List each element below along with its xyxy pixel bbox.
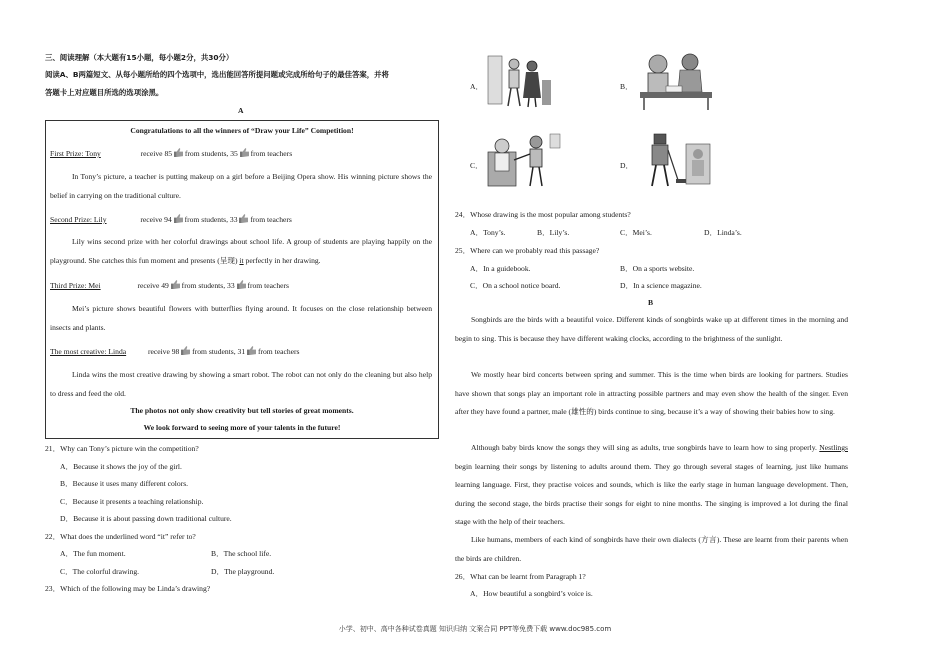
question-25: 25．Where can we probably read this passage? bbox=[455, 246, 600, 255]
page-footer: 小学、初中、高中各种试卷真题 知识归纳 文案合同 PPT等免费下载 www.doc985.com bbox=[338, 625, 612, 633]
option[interactable]: D．Because it is about passing down traditional culture. bbox=[60, 514, 232, 523]
section-instruction-2: 答题卡上对应题目所选的选项涂黑。 bbox=[45, 88, 164, 97]
thumbs-up-icon bbox=[237, 280, 246, 289]
thumbs-up-icon bbox=[174, 214, 183, 223]
underlined-it: it bbox=[239, 255, 244, 265]
closing-line-1: The photos not only show creativity but tell stories of great moments. bbox=[130, 406, 354, 415]
option[interactable]: A．The fun moment. bbox=[60, 549, 126, 558]
passage-a-header: Congratulations to all the winners of “Draw your Life” Competition! bbox=[130, 126, 354, 135]
robot-helping-elderly-picture bbox=[486, 130, 562, 190]
option[interactable]: C．The colorful drawing. bbox=[60, 567, 140, 576]
teacher-count: from students, 33 bbox=[181, 281, 235, 290]
prize-row-1 bbox=[50, 148, 292, 159]
teacher-suffix: from teachers bbox=[250, 149, 293, 158]
option[interactable]: B．Lily’s. bbox=[537, 228, 570, 237]
question-22: 22．What does the underlined word “it” refer to? bbox=[45, 532, 196, 541]
thumbs-up-icon bbox=[171, 280, 180, 289]
student-count: receive 49 bbox=[137, 281, 169, 290]
prize-name: Second Prize: Lily bbox=[50, 215, 107, 224]
option[interactable]: A．In a guidebook. bbox=[470, 264, 531, 273]
teacher-suffix: from teachers bbox=[257, 347, 300, 356]
teacher-count: from students, 35 bbox=[184, 149, 238, 158]
teacher-count: from students, 31 bbox=[192, 347, 246, 356]
thumbs-up-icon bbox=[174, 148, 183, 157]
thumbs-up-icon bbox=[239, 214, 248, 223]
teacher-suffix: from teachers bbox=[247, 281, 289, 290]
robot-cleaning-picture bbox=[636, 130, 712, 190]
prize-name: Third Prize: Mei bbox=[50, 281, 101, 290]
option[interactable]: C．On a school notice board. bbox=[470, 281, 561, 290]
prize-desc-2: Lily wins second prize with her colorful drawings about school life. A group of students are playing happily on the playground. She catches this fun moment and presents (呈现) it perfectly in her drawing. bbox=[50, 237, 432, 265]
thumbs-up-icon bbox=[181, 346, 190, 355]
prize-row-3 bbox=[50, 280, 289, 291]
picture-label-b[interactable]: B． bbox=[620, 82, 633, 91]
student-count: receive 94 bbox=[140, 215, 172, 224]
question-21: 21．Why can Tony’s picture win the competition? bbox=[45, 444, 199, 453]
passage-b-paragraph-4: Like humans, members of each kind of songbirds have their own dialects (方言). These are learnt from their parents when the birds are children. bbox=[455, 535, 848, 563]
passage-b-paragraph-1: Songbirds are the birds with a beautiful voice. Different kinds of songbirds wake up at different times in the morning and begin to sing. This is because they have different waking clocks, according to the brightness of the sunlight. bbox=[455, 315, 848, 343]
passage-b-paragraph-2: We mostly hear bird concerts between spring and summer. This is the time when birds are looking for partners. Studies have shown that songs play an important role in attracting possible partners and may even show the health of the singer. Even after they have found a partner, male (雄性的) birds continue to sing, because it’s a way of showing their babies how to sing. bbox=[455, 370, 848, 416]
picture-label-c[interactable]: C． bbox=[470, 161, 483, 170]
prize-desc-1: In Tony’s picture, a teacher is putting makeup on a girl before a Beijing Opera show. His winning picture shows the belief in carrying on the traditional culture. bbox=[50, 172, 432, 200]
option[interactable]: C．Because it presents a teaching relationship. bbox=[60, 497, 204, 506]
thumbs-up-icon bbox=[247, 346, 256, 355]
teacher-suffix: from teachers bbox=[250, 215, 292, 224]
prize-desc-3: Mei’s picture shows beautiful flowers with butterflies flying around. It focuses on the close relationship between insects and plants. bbox=[50, 304, 432, 332]
option[interactable]: B．Because it uses many different colors. bbox=[60, 479, 189, 488]
prize-desc-4: Linda wins the most creative drawing by showing a smart robot. The robot can not only do the cleaning but also help to dress and feed the old. bbox=[50, 370, 432, 398]
robot-walking-picture bbox=[484, 50, 554, 110]
option[interactable]: D．In a science magazine. bbox=[620, 281, 702, 290]
section-instruction: 阅读A、B两篇短文、从每小题所给的四个选项中，选出能回答所提问题或完成所给句子的最佳答案，并将 bbox=[45, 70, 389, 79]
option[interactable]: D．Linda’s. bbox=[704, 228, 742, 237]
prize-name: First Prize: Tony bbox=[50, 149, 101, 158]
picture-label-d[interactable]: D． bbox=[620, 161, 634, 170]
option[interactable]: C．Mei’s. bbox=[620, 228, 652, 237]
teacher-count: from students, 33 bbox=[184, 215, 238, 224]
option[interactable]: A．Because it shows the joy of the girl. bbox=[60, 462, 182, 471]
option[interactable]: B．On a sports website. bbox=[620, 264, 695, 273]
student-count: receive 98 bbox=[147, 347, 180, 356]
closing-line-2: We look forward to seeing more of your talents in the future! bbox=[143, 423, 341, 432]
option[interactable]: A．How beautiful a songbird’s voice is. bbox=[470, 589, 593, 598]
option[interactable]: A．Tony’s. bbox=[470, 228, 506, 237]
robot-studying-picture bbox=[636, 50, 714, 110]
passage-b-label: B bbox=[648, 298, 654, 307]
student-count: receive 85 bbox=[140, 149, 173, 158]
section-title: 三、阅读理解（本大题有15小题，每小题2分，共30分） bbox=[45, 53, 234, 62]
underlined-nestlings: Nestlings bbox=[819, 443, 848, 452]
prize-row-2 bbox=[50, 214, 292, 225]
option[interactable]: D．The playground. bbox=[211, 567, 275, 576]
question-23: 23．Which of the following may be Linda’s drawing? bbox=[45, 584, 211, 593]
passage-b-paragraph-3: Although baby birds know the songs they will sing as adults, true songbirds have to learn how to sing properly. Nestlings begin learning their songs by listening to adults around them. They go through several stages of learning, just like humans learning language. First, they practise voices and sounds, which is like the early stage in human language development. Then, during the second stage, the birds practise their songs for eight to nine months. The singing is improved a lot during the final stage with the help of their teachers. bbox=[455, 443, 848, 526]
thumbs-up-icon bbox=[240, 148, 249, 157]
passage-a-label: A bbox=[238, 106, 244, 115]
prize-name: The most creative: Linda bbox=[50, 347, 127, 356]
question-26: 26．What can be learnt from Paragraph 1? bbox=[455, 572, 586, 581]
question-24: 24．Whose drawing is the most popular among students? bbox=[455, 210, 631, 219]
option[interactable]: B．The school life. bbox=[211, 549, 272, 558]
picture-label-a[interactable]: A． bbox=[470, 82, 484, 91]
prize-row-4 bbox=[50, 346, 299, 357]
